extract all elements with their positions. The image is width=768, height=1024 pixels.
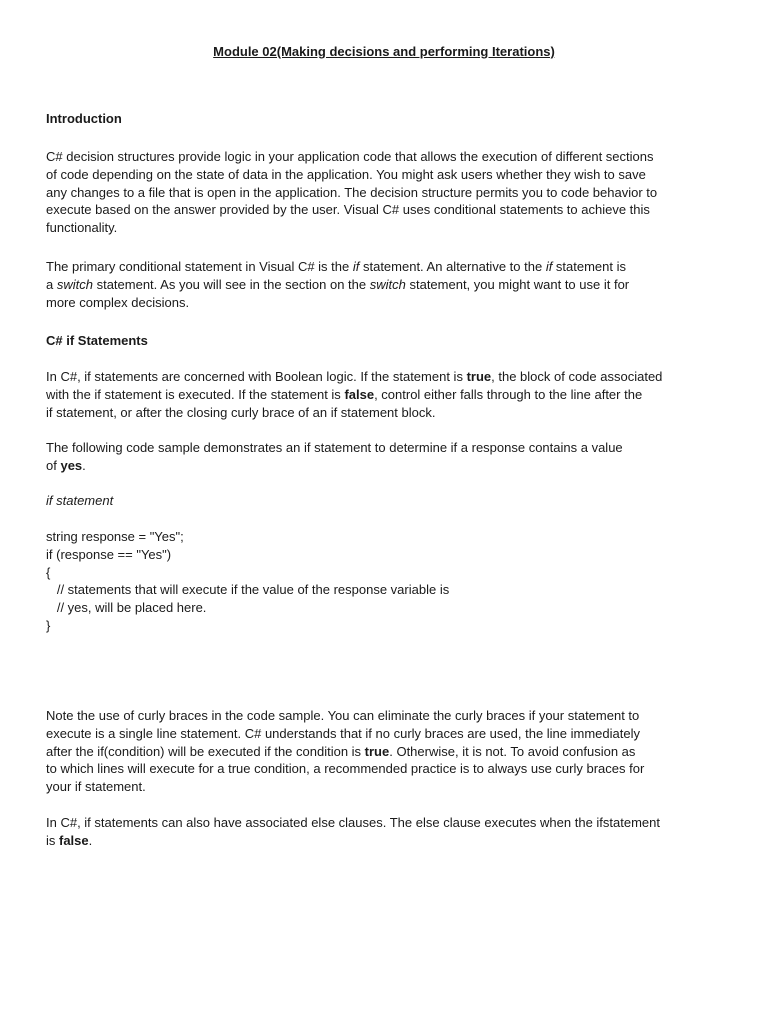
text-run: , the block of code associated [491, 369, 663, 384]
text-run: a [46, 276, 57, 292]
paragraph-line: more complex decisions. [46, 294, 190, 310]
keyword-if: if [545, 259, 553, 274]
paragraph-line [46, 258, 726, 276]
paragraph-line: C# decision structures provide logic in your application code that allows the execution of different sections [46, 149, 654, 164]
text-run: with the if statement is executed. If the statement is [46, 386, 345, 402]
paragraph-line [46, 368, 726, 386]
text-run: , control either falls through to the line after the [374, 386, 643, 402]
boolean-logic-paragraph [46, 368, 726, 421]
text-run: The primary conditional statement in Visual C# is the [46, 259, 353, 274]
if-statements-heading: C# if Statements [46, 333, 148, 348]
paragraph-line: execute is a single line statement. C# understands that if no curly braces are used, the line immediately [46, 725, 640, 741]
text-run: . [88, 832, 93, 848]
paragraph-line [46, 386, 726, 404]
intro-paragraph [46, 148, 726, 237]
paragraph-line [46, 457, 726, 475]
paragraph-line: your if statement. [46, 779, 146, 795]
paragraph-line: The following code sample demonstrates an if statement to determine if a response contains a value [46, 440, 623, 455]
code-sample-paragraph [46, 439, 726, 475]
keyword-switch: switch [369, 276, 406, 292]
code-line: { [46, 564, 51, 580]
keyword-switch: switch [56, 276, 93, 292]
code-line: string response = "Yes"; [46, 529, 184, 544]
paragraph-line: execute based on the answer provided by the user. Visual C# uses conditional statements to achieve this [46, 202, 650, 218]
text-run: is [46, 832, 59, 848]
keyword-if: if [352, 259, 360, 274]
text-run: . Otherwise, it is not. To avoid confusion as [389, 743, 636, 759]
text-run: statement, you might want to use it for [405, 276, 630, 292]
code-line: // yes, will be placed here. [46, 600, 207, 616]
code-sample [46, 528, 726, 635]
paragraph-line: In C#, if statements can also have associated else clauses. The else clause executes when the ifstatement [46, 815, 660, 830]
code-caption: if statement [46, 493, 114, 508]
page-title: Module 02(Making decisions and performing Iterations) [213, 44, 555, 59]
paragraph-line: Note the use of curly braces in the code sample. You can eliminate the curly braces if your statement to [46, 708, 640, 723]
paragraph-line: of code depending on the state of data in the application. You might ask users whether they wish to save [46, 166, 646, 182]
paragraph-line: if statement, or after the closing curly brace of an if statement block. [46, 404, 436, 420]
primary-statement-paragraph [46, 258, 726, 311]
code-line: // statements that will execute if the value of the response variable is [46, 582, 450, 598]
paragraph-line: to which lines will execute for a true condition, a recommended practice is to always use curly braces for [46, 761, 645, 777]
keyword-false: false [344, 386, 375, 402]
keyword-true: true [364, 743, 390, 759]
text-run: statement. As you will see in the section on the [92, 276, 370, 292]
paragraph-line [46, 276, 726, 294]
paragraph-line: functionality. [46, 220, 118, 236]
curly-braces-note-paragraph [46, 707, 726, 796]
else-clause-paragraph [46, 814, 726, 850]
text-run: after the if(condition) will be executed if the condition is [46, 743, 365, 759]
paragraph-line [46, 743, 726, 761]
keyword-true: true [466, 369, 492, 384]
paragraph-line [46, 832, 726, 850]
text-run: statement. An alternative to the [359, 259, 546, 274]
keyword-false: false [59, 832, 89, 848]
keyword-yes: yes [60, 457, 83, 473]
text-run: In C#, if statements are concerned with Boolean logic. If the statement is [46, 369, 467, 384]
paragraph-line: any changes to a file that is open in the application. The decision structure permits you to code behavior to [46, 184, 658, 200]
code-line: } [46, 617, 51, 633]
code-line: if (response == "Yes") [46, 546, 172, 562]
text-run: . [82, 457, 86, 473]
introduction-heading: Introduction [46, 111, 122, 126]
text-run: statement is [552, 259, 627, 274]
text-run: of [46, 457, 61, 473]
